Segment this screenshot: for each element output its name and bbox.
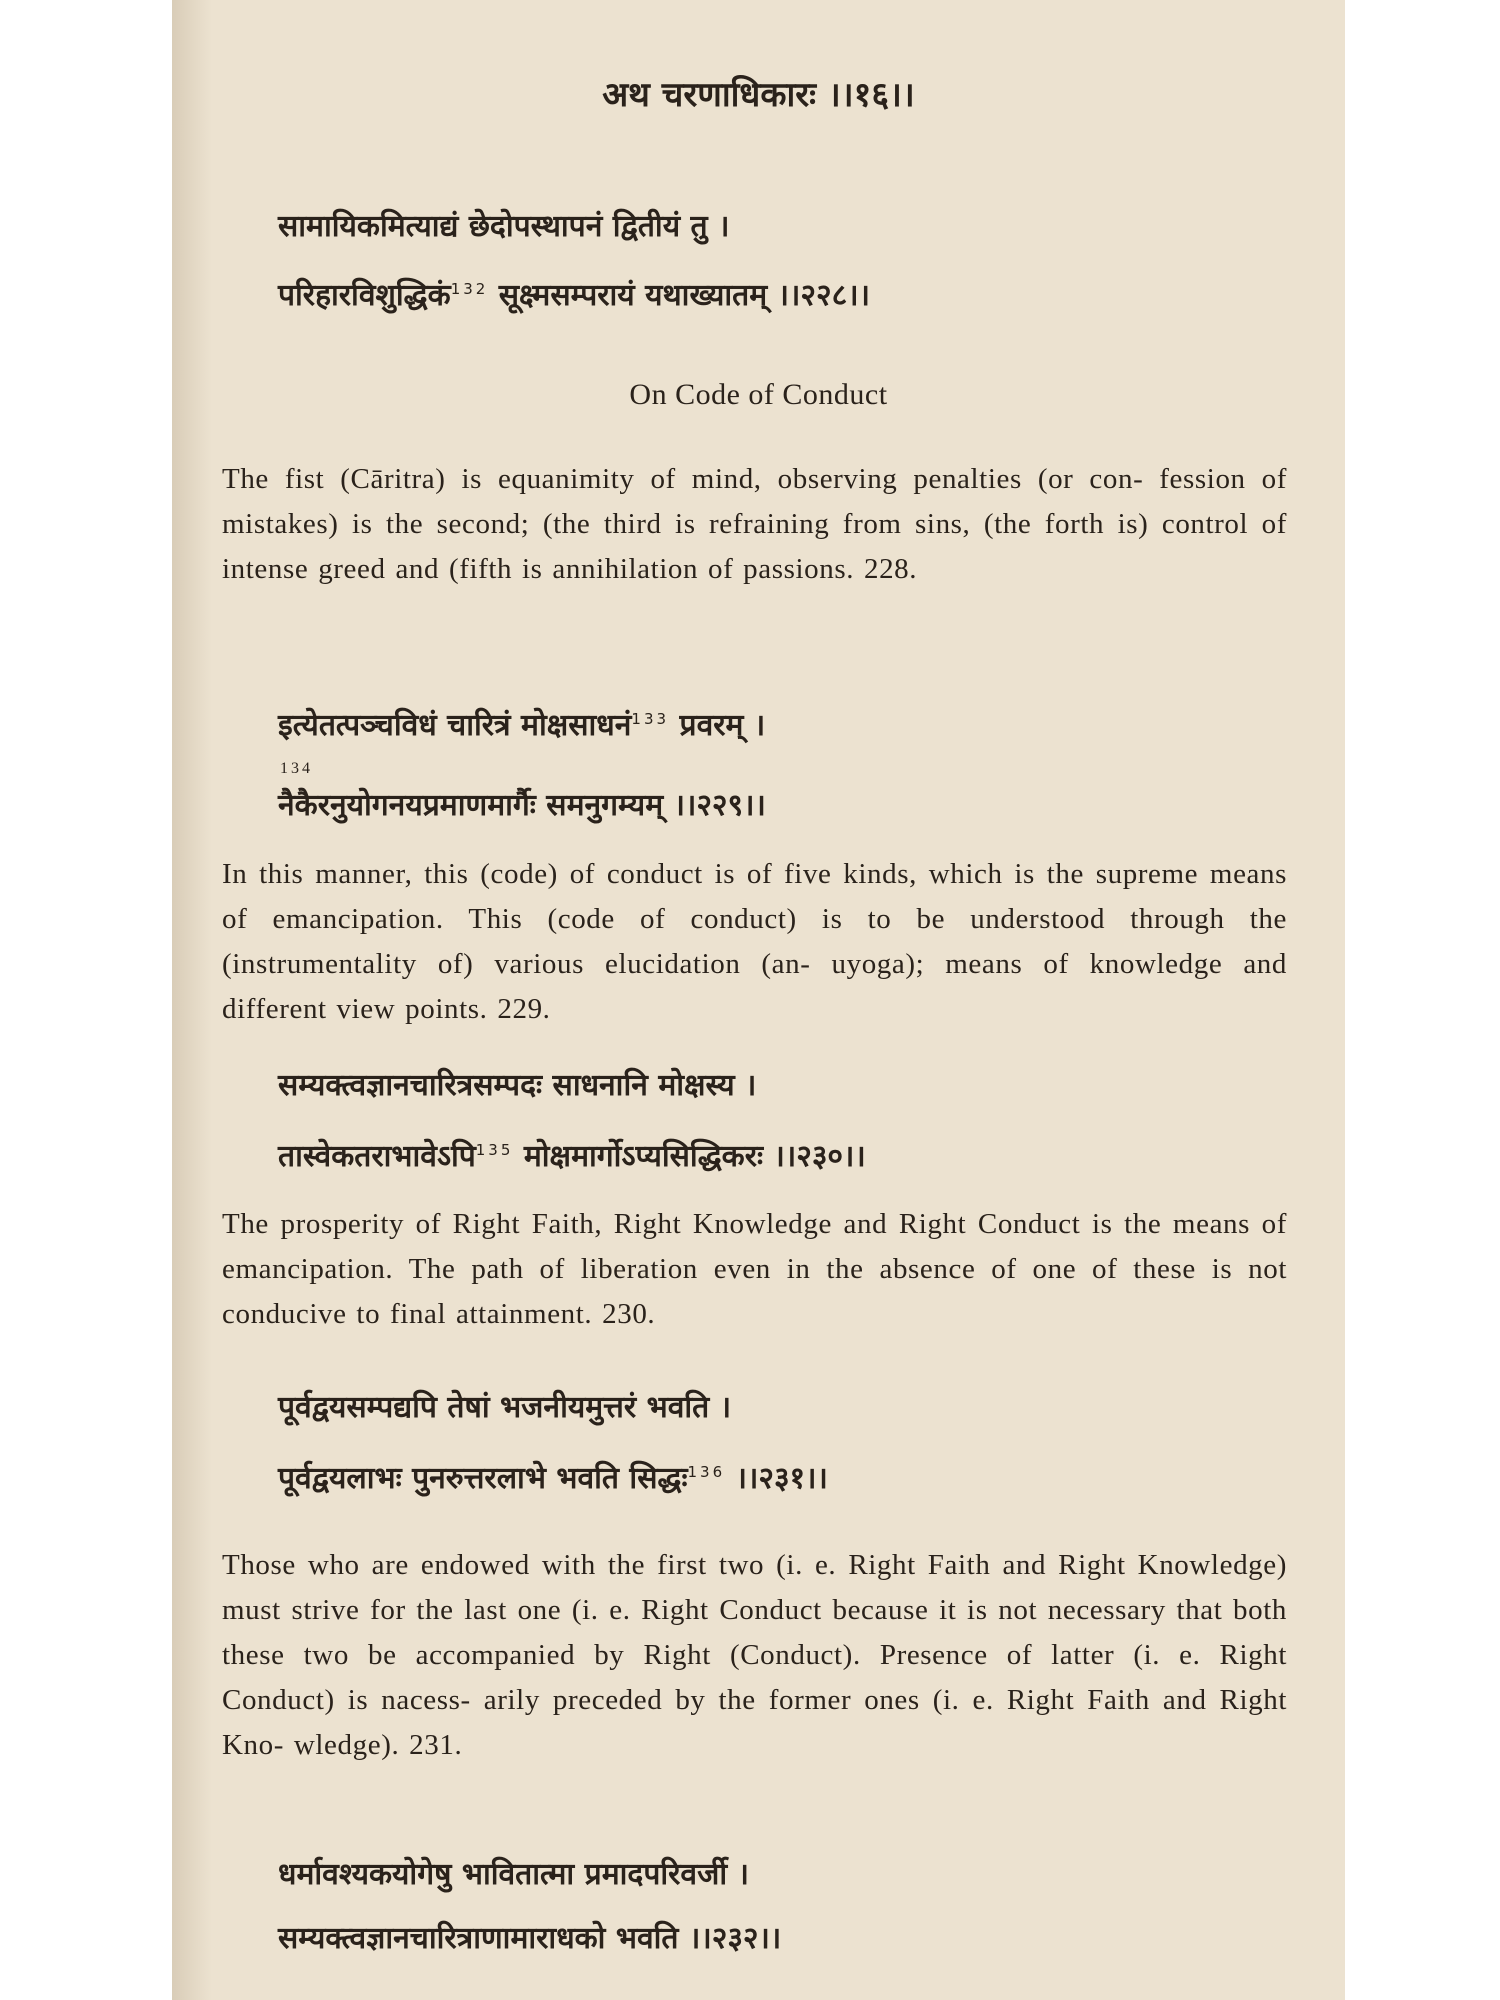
- verse-231-line-2: [278, 1450, 828, 1501]
- verse-228-line-2-start: परिहारविशुद्धिकं: [278, 278, 451, 313]
- verse-228-line-1: सामायिकमित्याद्यं छेदोपस्थापनं द्वितीयं तु ।: [278, 209, 730, 244]
- paragraph-228: The fist (Cāritra) is equanimity of mind, observing penalties (or con- fession of mistakes) is the second; (the third is refraining from sins, (the forth is) control of intense greed and (fifth is annihilation of passions. 228.: [222, 463, 1287, 585]
- verse-230-line-2-end: मोक्षमार्गोऽप्यसिद्धिकरः ।।२३०।।: [513, 1139, 866, 1174]
- footnote-marker-132: 132: [450, 280, 489, 298]
- verse-229-line-1: [278, 697, 765, 748]
- footnote-marker-134: 134: [280, 760, 313, 777]
- section-subheading: On Code of Conduct: [629, 378, 888, 411]
- verse-228-line-2-end: सूक्ष्मसम्परायं यथाख्यातम् ।।२२८।।: [488, 278, 870, 313]
- paragraph-229: In this manner, this (code) of conduct is of five kinds, which is the supreme means of emancipation. This (code of conduct) is to be understood through the (instrumentality of) various elucidation (an- uyoga); means of knowledge and different view points. 229.: [222, 858, 1287, 1025]
- verse-232-line-1: धर्मावश्यकयोगेषु भावितात्मा प्रमादपरिवर्जी ।: [278, 1857, 749, 1892]
- verse-230-line-2: [278, 1128, 866, 1179]
- book-page: [172, 0, 1345, 2000]
- verse-228-line-2: [278, 267, 870, 318]
- verse-231-line-2-start: पूर्वद्वयलाभः पुनरुत्तरलाभे भवति सिद्धः: [278, 1461, 688, 1496]
- page-gutter-shadow: [172, 0, 212, 2000]
- verse-230-line-1: सम्यक्त्वज्ञानचारित्रसम्पदः साधनानि मोक्षस्य ।: [278, 1068, 757, 1103]
- verse-229-line-1-end: प्रवरम् ।: [669, 708, 766, 743]
- verse-232-line-2: सम्यक्त्वज्ञानचारित्राणामाराधको भवति ।।२३२।।: [278, 1921, 782, 1956]
- paragraph-231: Those who are endowed with the first two (i. e. Right Faith and Right Knowledge) must strive for the last one (i. e. Right Conduct because it is not necessary that both these two be accompanied by Right (Conduct). Presence of latter (i. e. Right Conduct) is nacess- arily preceded by the former ones (i. e. Right Faith and Right Kno- wledge). 231.: [222, 1549, 1287, 1761]
- verse-231-line-2-end: ।।२३१।।: [725, 1461, 828, 1496]
- footnote-marker-136: 136: [687, 1463, 726, 1481]
- verse-231-line-1: पूर्वद्वयसम्पद्यपि तेषां भजनीयमुत्तरं भवति ।: [278, 1390, 732, 1425]
- footnote-marker-133: 133: [631, 710, 670, 728]
- verse-230-line-2-start: तास्वेकतराभावेऽपि: [278, 1139, 476, 1174]
- verse-229-line-1-start: इत्येतत्पञ्चविधं चारित्रं मोक्षसाधनं: [278, 708, 632, 743]
- footnote-marker-135: 135: [475, 1141, 514, 1159]
- paragraph-230: The prosperity of Right Faith, Right Knowledge and Right Conduct is the means of emancipation. The path of liberation even in the absence of one of these is not conducive to final attainment. 230.: [222, 1208, 1287, 1330]
- verse-229-line-2: नैकैरनुयोगनयप्रमाणमार्गैः समनुगम्यम् ।।२२९।।: [278, 788, 766, 823]
- chapter-heading: अथ चरणाधिकारः ।।१६।।: [602, 75, 915, 115]
